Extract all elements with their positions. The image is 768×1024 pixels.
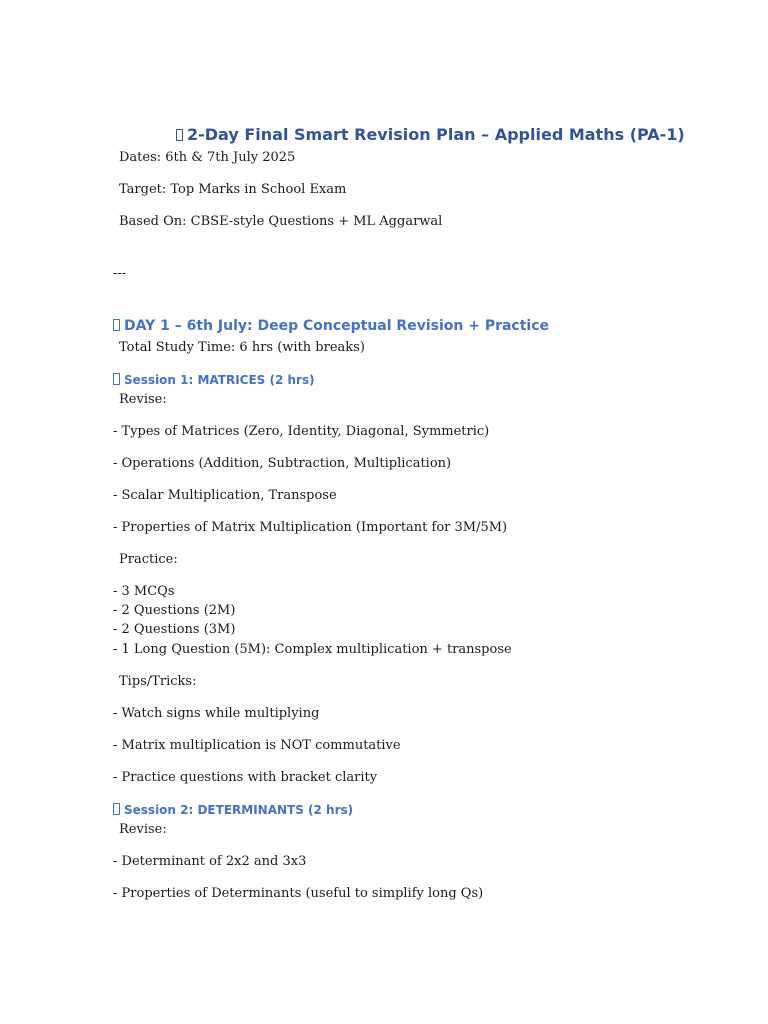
day1-heading-text: DAY 1 – 6th July: Deep Conceptual Revision + Practice — [124, 318, 550, 334]
session1-heading-text: Session 1: MATRICES (2 hrs) — [124, 373, 315, 387]
session1-revise-label: Revise: — [119, 392, 167, 407]
list-item: - Scalar Multiplication, Transpose — [113, 488, 337, 503]
separator: --- — [113, 266, 127, 281]
list-item: - 2 Questions (2M) — [113, 603, 236, 618]
missing-glyph-icon — [113, 803, 120, 815]
list-item: - Properties of Matrix Multiplication (Important for 3M/5M) — [113, 520, 508, 535]
list-item: - 3 MCQs — [113, 584, 175, 599]
list-item: - Matrix multiplication is NOT commutative — [113, 738, 401, 753]
list-item: - Operations (Addition, Subtraction, Multiplication) — [113, 456, 452, 471]
list-item: - Watch signs while multiplying — [113, 706, 320, 721]
list-item: - 1 Long Question (5M): Complex multiplication + transpose — [113, 642, 512, 657]
session1-tips-label: Tips/Tricks: — [119, 674, 197, 689]
list-item: - Determinant of 2x2 and 3x3 — [113, 854, 307, 869]
title-text: 2-Day Final Smart Revision Plan – Applied Maths (PA-1) — [187, 125, 685, 144]
study-time-line: Total Study Time: 6 hrs (with breaks) — [119, 340, 365, 355]
list-item: - Types of Matrices (Zero, Identity, Diagonal, Symmetric) — [113, 424, 490, 439]
list-item: - Properties of Determinants (useful to simplify long Qs) — [113, 886, 484, 901]
session1-practice-label: Practice: — [119, 552, 178, 567]
target-line: Target: Top Marks in School Exam — [119, 182, 347, 197]
list-item: - 2 Questions (3M) — [113, 622, 236, 637]
dates-line: Dates: 6th & 7th July 2025 — [119, 150, 296, 165]
day1-heading — [113, 318, 549, 334]
missing-glyph-icon — [113, 319, 120, 331]
session1-heading — [113, 373, 315, 387]
session2-heading-text: Session 2: DETERMINANTS (2 hrs) — [124, 803, 354, 817]
list-item: - Practice questions with bracket clarity — [113, 770, 378, 785]
session2-revise-label: Revise: — [119, 822, 167, 837]
missing-glyph-icon — [113, 373, 120, 385]
based-on-line: Based On: CBSE-style Questions + ML Aggarwal — [119, 214, 443, 229]
missing-glyph-icon — [176, 129, 183, 141]
session2-heading — [113, 803, 353, 817]
document-title — [176, 125, 685, 144]
